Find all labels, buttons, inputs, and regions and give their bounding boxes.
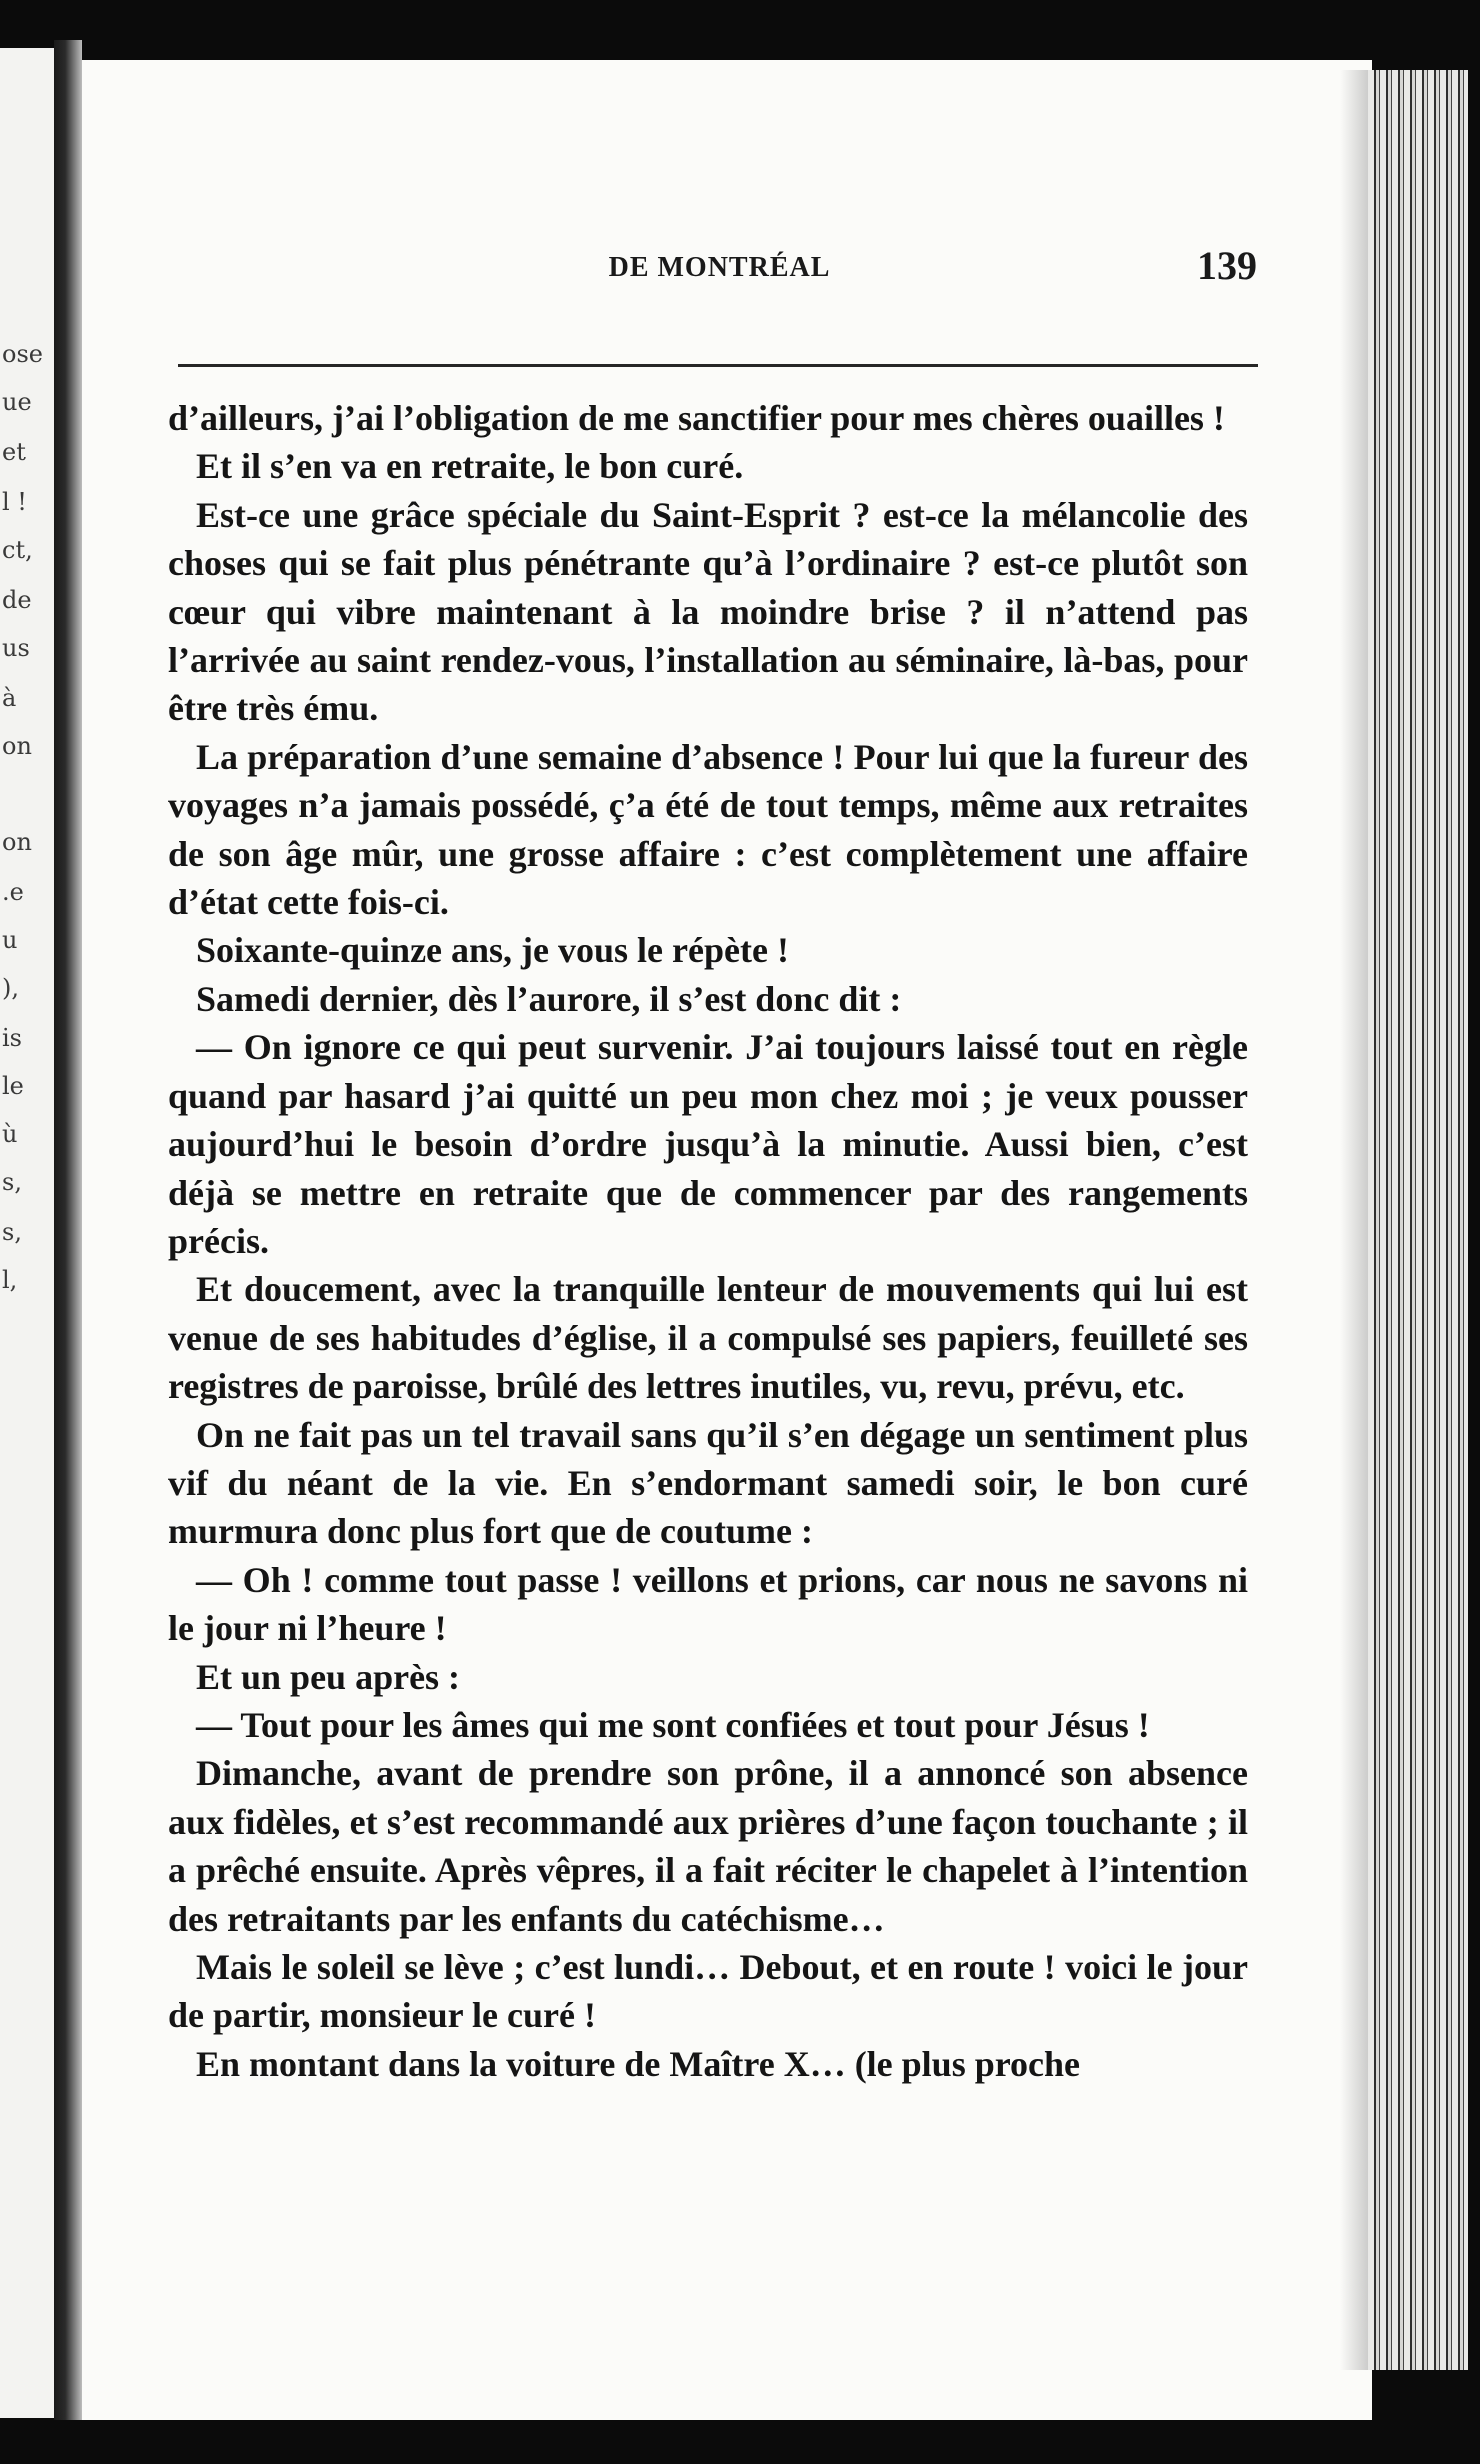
book-gutter bbox=[54, 40, 82, 2420]
stacked-page-edges bbox=[1368, 70, 1468, 2370]
adjacent-page-strip bbox=[0, 48, 54, 2418]
book-page bbox=[82, 60, 1372, 2420]
paragraph: Et un peu après : bbox=[196, 1656, 461, 1697]
adjacent-page-fragment: s, bbox=[2, 1168, 22, 1196]
adjacent-page-fragment: à bbox=[2, 684, 17, 712]
paragraph: d’ailleurs, j’ai l’obligation de me sanctifier pour mes chères ouailles ! bbox=[168, 398, 1225, 438]
adjacent-page-fragment: u bbox=[2, 926, 18, 954]
paragraph: Samedi dernier, dès l’aurore, il s’est donc dit : bbox=[196, 978, 902, 1019]
running-head bbox=[182, 236, 1257, 296]
paragraph: La préparation d’une semaine d’absence ! Pour lui que la fureur des voyages n’a jamais possédé, ç’a été de tout temps, même aux retraites de son âge mûr, une grosse affaire : c’est complètement une affaire d’état cette fois-ci. bbox=[168, 736, 1248, 923]
adjacent-page-fragment: le bbox=[2, 1072, 24, 1100]
adjacent-page-fragment: us bbox=[2, 634, 30, 662]
paragraph: Dimanche, avant de prendre son prône, il a annoncé son absence aux fidèles, et s’est recommandé aux prières d’une façon touchante ; il a prêché ensuite. Après vêpres, il a fait réciter le chapelet à l’intention des retraitants par les enfants du catéchisme… bbox=[168, 1753, 1248, 1939]
adjacent-page-fragment: ct, bbox=[2, 536, 33, 564]
adjacent-page-fragment: s, bbox=[2, 1218, 22, 1246]
adjacent-page-fragment: l ! bbox=[2, 488, 27, 516]
adjacent-page-fragment: ), bbox=[2, 974, 19, 1002]
adjacent-page-fragment: on bbox=[2, 732, 32, 760]
paragraph: — On ignore ce qui peut survenir. J’ai toujours laissé tout en règle quand par hasard j’ai quitté un peu mon chez moi ; je veux pousser aujourd’hui le besoin d’ordre jusqu’à la minutie. Aussi bien, c’est déjà se mettre en retraite que de commencer par des rangements précis. bbox=[168, 1027, 1248, 1261]
paragraph: En montant dans la voiture de Maître X… (le plus proche bbox=[196, 2043, 1081, 2084]
adjacent-page-fragment: et bbox=[2, 438, 26, 466]
adjacent-page-fragment: ose bbox=[2, 340, 43, 368]
adjacent-page-fragment: l, bbox=[2, 1266, 18, 1294]
paragraph: Soixante-quinze ans, je vous le répète ! bbox=[196, 930, 789, 971]
body-text bbox=[168, 394, 1248, 2088]
adjacent-page-fragment: .e bbox=[2, 878, 24, 906]
page-curl-shadow bbox=[1340, 70, 1370, 2370]
page-number: 139 bbox=[1197, 243, 1257, 288]
paragraph: — Oh ! comme tout passe ! veillons et prions, car nous ne savons ni le jour ni l’heure ! bbox=[168, 1559, 1248, 1649]
paragraph: Mais le soleil se lève ; c’est lundi… Debout, et en route ! voici le jour de partir, monsieur le curé ! bbox=[168, 1947, 1248, 2036]
adjacent-page-fragment: on bbox=[2, 828, 32, 856]
running-head-title: DE MONTRÉAL bbox=[608, 252, 831, 283]
paragraph: On ne fait pas un tel travail sans qu’il s’en dégage un sentiment plus vif du néant de la vie. En s’endormant samedi soir, le bon curé murmura donc plus fort que de coutume : bbox=[168, 1414, 1248, 1552]
adjacent-page-fragment: is bbox=[2, 1024, 22, 1052]
paragraph: Est-ce une grâce spéciale du Saint-Esprit ? est-ce la mélancolie des choses qui se fait plus pénétrante qu’à l’ordinaire ? est-ce plutôt son cœur qui vibre maintenant à la moindre brise ? il n’attend pas l’arrivée au saint rendez-vous, l’installation au séminaire, là-bas, pour être très ému. bbox=[168, 494, 1248, 729]
adjacent-page-fragment: ù bbox=[2, 1120, 18, 1148]
paragraph: — Tout pour les âmes qui me sont confiées et tout pour Jésus ! bbox=[196, 1704, 1150, 1745]
adjacent-page-fragment: de bbox=[2, 586, 32, 614]
header-rule bbox=[178, 364, 1258, 367]
adjacent-page-fragment: ue bbox=[2, 388, 32, 416]
paragraph: Et il s’en va en retraite, le bon curé. bbox=[196, 446, 744, 487]
paragraph: Et doucement, avec la tranquille lenteur de mouvements qui lui est venue de ses habitudes d’église, il a compulsé ses papiers, feuilleté ses registres de paroisse, brûlé des lettres inutiles, vu, revu, prévu, etc. bbox=[168, 1269, 1248, 1407]
